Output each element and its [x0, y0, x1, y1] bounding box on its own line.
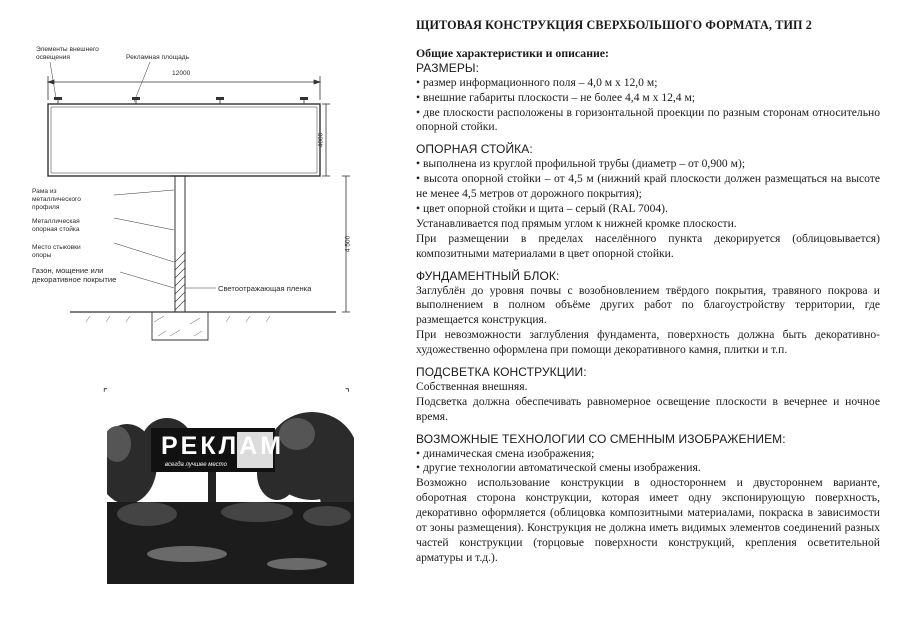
section-heading-lighting: ПОДСВЕТКА КОНСТРУКЦИИ:: [416, 365, 587, 380]
support-line: • выполнена из круглой профильной трубы (диаметр – от 0,900 м);: [416, 157, 746, 171]
label-support-post: Металлическая опорная стойка: [32, 218, 80, 233]
lighting-line: Подсветка должна обеспечивать равномерное освещение плоскости в вечернее и ночное время.: [416, 394, 880, 423]
sizes-line: • две плоскости расположены в горизонтальной проекции по разным сторонам относительно опорной стойки.: [416, 105, 880, 134]
label-frame: Рама из металлического профиля: [32, 188, 81, 211]
support-line: • высота опорной стойки – от 4,5 м (нижний край плоскости должен размещаться на высоте не менее 4,5 метров от дорожного покрытия);: [416, 172, 880, 201]
foundation-block: [152, 312, 208, 340]
label-reflective-film: Светоотражающая пленка: [218, 284, 312, 293]
photo-svg: [107, 404, 354, 584]
support-line: При размещении в пределах населённого пункта декорируется (облицовывается) композитными материалами в цвет опорной стойки.: [416, 231, 880, 260]
lighting-line: Собственная внешняя.: [416, 379, 528, 393]
billboard-panel: [48, 104, 320, 176]
foundation-line: Заглублён до уровня почвы с возобновлением твёрдого покрытия, травяного покрова и выполнением в полном объёме других работ по благоустройству территории, где размещается конструкция.: [416, 283, 880, 327]
label-support-height-dimension: 4 500: [344, 235, 352, 253]
document-subtitle: Общие характеристики и описание:: [416, 45, 609, 60]
label-info-field: Рекламная площадь: [126, 54, 190, 61]
section-heading-sizes: РАЗМЕРЫ:: [416, 60, 480, 75]
spec-text-column: [416, 18, 880, 573]
foundation-line: При невозможности заглубления фундамента, поверхность должна быть декоративно-художественно оформлена при помощи декоративного камня, плитки и т.п.: [416, 328, 880, 357]
drawing-svg: [30, 40, 390, 370]
billboard-technical-drawing: [30, 40, 390, 370]
label-post-cover: Место стыковки опоры: [32, 244, 81, 259]
label-ground-cover: Газон, мощение или декоративное покрытие: [32, 266, 117, 284]
sizes-line: • внешние габариты плоскости – не более 4,4 м х 12,4 м;: [416, 90, 696, 104]
support-line: Устанавливается под прямым углом к нижней кромке плоскости.: [416, 216, 737, 230]
document-title: ЩИТОВАЯ КОНСТРУКЦИЯ СВЕРХБОЛЬШОГО ФОРМАТА, ТИП 2: [416, 18, 812, 32]
section-sizes: [416, 61, 880, 136]
section-heading-support: ОПОРНАЯ СТОЙКА:: [416, 142, 533, 157]
section-heading-technologies: ВОЗМОЖНЫЕ ТЕХНОЛОГИИ СО СМЕННЫМ ИЗОБРАЖЕНИЕМ:: [416, 431, 786, 446]
label-board-height-dimension: 4000: [317, 132, 325, 148]
technologies-line: Возможно использование конструкции в одностороннем и двустороннем варианте, оборотная сторона конструкции, которая имеет одну экспонирующую поверхность, декоративно оформляется (облицовка композитными материалами, покраска в зависимости от зоны размещения). Конструкция не должна иметь видимых элементов соединений разных частей конструкции (торцовые поверхности конструкций, крепления осветительной арматуры и т.д.).: [416, 476, 880, 564]
section-technologies: [416, 432, 880, 566]
technologies-line: • динамическая смена изображения;: [416, 446, 595, 460]
support-line: • цвет опорной стойки и щита – серый (RAL 7004).: [416, 201, 668, 215]
technologies-line: • другие технологии автоматической смены изображения.: [416, 461, 701, 475]
label-width-dimension: 12000: [172, 70, 191, 77]
section-heading-foundation: ФУНДАМЕНТНЫЙ БЛОК:: [416, 268, 560, 283]
section-foundation: [416, 269, 880, 358]
photo-brand-text: РЕКЛАМ: [161, 432, 285, 460]
sizes-line: • размер информационного поля – 4,0 м х 12,0 м;: [416, 75, 658, 89]
section-support: [416, 142, 880, 261]
photo-tagline: всегда лучшее место: [165, 462, 227, 468]
section-lighting: [416, 365, 880, 425]
photo-crop-corner-icon: ⌜: [103, 388, 108, 399]
billboard-photo: [107, 404, 354, 584]
lamp-icons: [54, 97, 308, 100]
support-post: [175, 176, 185, 312]
label-lighting-elements: Элементы внешнего освещения: [36, 46, 99, 61]
photo-billboard-logo: [153, 432, 285, 468]
photo-crop-corner-icon: ⌝: [345, 388, 350, 399]
